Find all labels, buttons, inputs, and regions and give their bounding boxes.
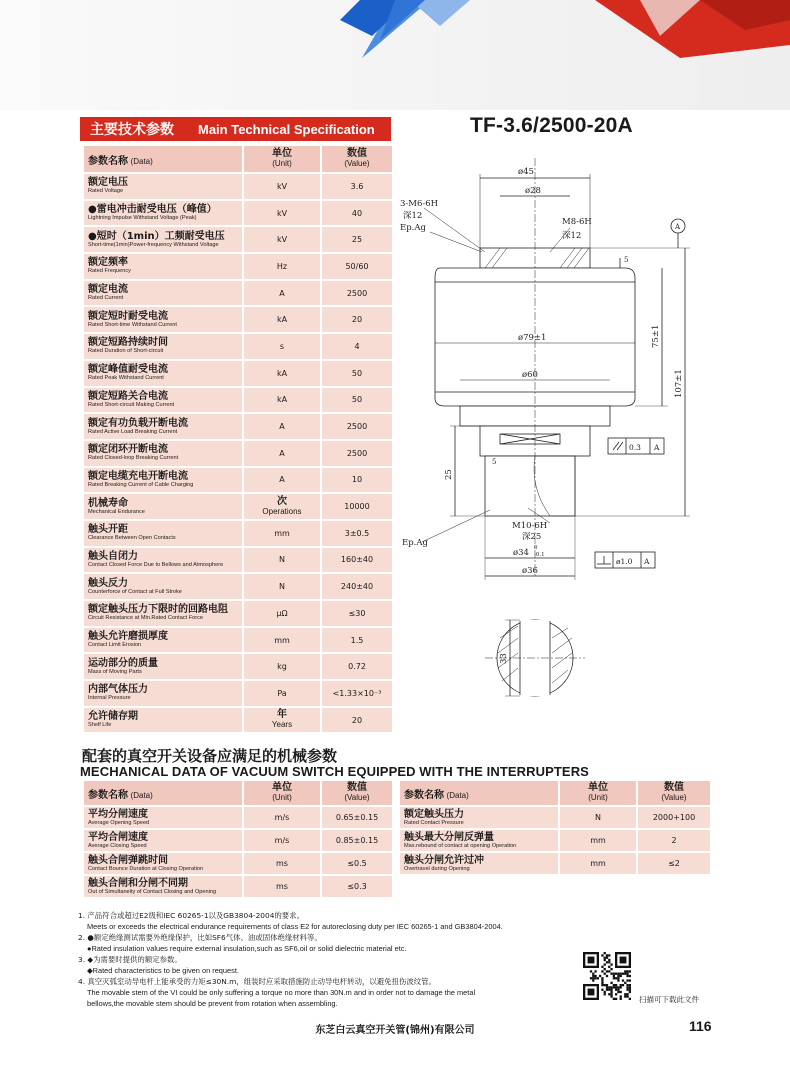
dim-5-mid: 5 bbox=[492, 458, 497, 466]
spec-value: 40 bbox=[351, 208, 363, 218]
spec-row bbox=[84, 254, 392, 279]
dim-75: 75±1 bbox=[651, 324, 661, 348]
dim-ep-ag-top: Ep.Ag bbox=[400, 223, 426, 233]
header-unit-cn: 单位 bbox=[272, 148, 292, 159]
spec-param-en: Rated Closed-loop Breaking Current bbox=[88, 455, 179, 462]
qr-code bbox=[583, 952, 631, 1000]
mech-table-left bbox=[84, 779, 392, 899]
spec-param-en: Lightning Impulse Withstand Voltage (Peak) bbox=[88, 215, 197, 222]
mech-left-header-value-cn: 数值 bbox=[347, 782, 367, 793]
parallel-tolerance: 0.3 bbox=[629, 443, 641, 452]
mech-right-header-unit-en: (Unit) bbox=[588, 793, 608, 802]
mech-param-en: Overtravel during Opening bbox=[404, 865, 470, 872]
footnote-line: 3. ◆为需要时提供的额定参数。 bbox=[78, 955, 182, 964]
spec-unit: N bbox=[279, 555, 285, 565]
mech-unit: ms bbox=[276, 859, 288, 868]
spec-unit: kA bbox=[276, 395, 288, 405]
mech-left-header-name-cn: 参数名称 bbox=[88, 789, 128, 801]
dim-d60: ø60 bbox=[522, 370, 538, 380]
mech-value: ≤2 bbox=[668, 859, 680, 868]
spec-row bbox=[84, 334, 392, 359]
mech-param-en: Average Closing Speed bbox=[88, 842, 147, 849]
spec-unit: kV bbox=[276, 181, 288, 191]
spec-param-en: Rated Breaking Current of Cable Charging bbox=[88, 481, 194, 488]
mech-param-en: Average Opening Speed bbox=[88, 819, 150, 826]
spec-value: 2500 bbox=[346, 422, 368, 432]
spec-value: <1.33×10⁻³ bbox=[332, 688, 382, 698]
spec-param-cn: 运动部分的质量 bbox=[88, 657, 158, 669]
footnote-line: The movable stem of the VI could be only suffering a torque no more than 30N.m and in order not to damage the metal bbox=[87, 988, 476, 997]
mech-value: ≤0.3 bbox=[347, 882, 367, 891]
spec-row bbox=[84, 174, 392, 199]
interrupter-drawing bbox=[400, 148, 710, 718]
footnote-line: bellows,the movable stem should be prevent from rotation when assembling. bbox=[87, 999, 338, 1008]
spec-unit: A bbox=[279, 448, 285, 458]
footnotes bbox=[78, 910, 598, 1009]
mech-param-cn: 平均合闸速度 bbox=[88, 831, 148, 843]
parallel-datum: A bbox=[654, 443, 660, 452]
mech-value: 0.85±0.15 bbox=[335, 836, 379, 845]
spec-unit: A bbox=[279, 422, 285, 432]
header-value-cn: 数值 bbox=[347, 148, 367, 159]
model-number: TF-3.6/2500-20A bbox=[470, 114, 633, 137]
mech-unit: mm bbox=[590, 836, 606, 845]
dim-25: 25 bbox=[444, 469, 454, 480]
mech-row bbox=[84, 807, 392, 828]
spec-param-en: Rated Short-circuit Making Current bbox=[88, 401, 175, 408]
spec-title-cn: 主要技术参数 bbox=[90, 122, 174, 138]
spec-param-en: Mass of Moving Parts bbox=[88, 668, 142, 675]
spec-param-cn: 触头开距 bbox=[88, 524, 128, 536]
datum-a-label: A bbox=[675, 223, 681, 231]
mech-right-header-value-en: (Value) bbox=[661, 793, 687, 802]
spec-unit: kV bbox=[276, 208, 288, 218]
spec-param-en: Shelf Life bbox=[88, 722, 112, 729]
spec-unit-en: Operations bbox=[262, 506, 302, 516]
spec-param-cn: 额定电缆充电开断电流 bbox=[88, 470, 188, 482]
spec-unit: mm bbox=[274, 528, 290, 538]
spec-param-cn: 额定峰值耐受电流 bbox=[88, 364, 168, 376]
mech-unit: ms bbox=[276, 882, 288, 891]
mech-left-header-unit-en: (Unit) bbox=[272, 793, 292, 802]
footnote-line: Meets or exceeds the electrical endurance requirements of class E2 for autoreclosing duty per IEC 60265-1 and GB3804-2004. bbox=[87, 922, 503, 931]
mech-row bbox=[400, 853, 710, 874]
spec-param-cn: 额定电压 bbox=[88, 177, 128, 189]
spec-value: 4 bbox=[354, 341, 360, 351]
spec-param-en: Rated Duration of Short-circuit bbox=[88, 348, 164, 355]
spec-title-en: Main Technical Specification bbox=[198, 121, 375, 137]
spec-row bbox=[84, 361, 392, 386]
spec-param-cn: ●短时（1min）工频耐受电压 bbox=[88, 230, 225, 242]
dim-thread-bottom: M10-6H bbox=[512, 521, 548, 531]
spec-param-en: Mechanical Endurance bbox=[88, 508, 145, 515]
spec-row bbox=[84, 281, 392, 306]
spec-param-en: Rated Active Load Breaking Current bbox=[88, 428, 178, 435]
perp-datum: A bbox=[644, 557, 650, 566]
dim-d36: ø36 bbox=[522, 566, 538, 576]
mech-left-header-name-en: (Data) bbox=[130, 790, 153, 800]
mech-param-cn: 触头合闸弹跳时间 bbox=[88, 854, 168, 866]
spec-value: 50 bbox=[351, 368, 363, 378]
mech-value: 2 bbox=[671, 836, 677, 845]
mech-row bbox=[400, 830, 710, 851]
spec-row bbox=[84, 574, 392, 599]
spec-row bbox=[84, 628, 392, 653]
mech-row bbox=[400, 807, 710, 828]
spec-param-en: Rated Voltage bbox=[88, 188, 124, 195]
spec-param-en: Counterforce of Contact at Full Stroke bbox=[88, 588, 182, 595]
spec-value: 240±40 bbox=[340, 582, 374, 592]
footnote-line: ●Rated insulation values require external insulation,such as SF6,oil or solid dielectric material etc. bbox=[87, 944, 407, 953]
spec-unit: kA bbox=[276, 315, 288, 325]
spec-value: 10000 bbox=[344, 502, 370, 512]
mech-unit: N bbox=[595, 813, 601, 822]
footnote-line: 1. 产品符合或超过E2级和IEC 60265-1以及GB3804-2004的要求。 bbox=[78, 911, 304, 920]
spec-param-cn: 额定有功负载开断电流 bbox=[88, 417, 188, 429]
spec-param-cn: 额定短时耐受电流 bbox=[88, 310, 168, 322]
spec-unit: A bbox=[279, 475, 285, 485]
footnote-line: ◆Rated characteristics to be given on request. bbox=[87, 966, 239, 975]
dim-d79: ø79±1 bbox=[518, 333, 547, 343]
spec-value: 10 bbox=[351, 475, 363, 485]
spec-value: 3.6 bbox=[350, 181, 364, 191]
spec-param-en: Contact Limit Erosion bbox=[88, 642, 142, 649]
page-number: 116 bbox=[689, 1018, 712, 1034]
spec-value: 20 bbox=[351, 715, 363, 725]
spec-param-cn: 额定短路持续时间 bbox=[88, 337, 168, 349]
mech-unit: m/s bbox=[274, 836, 290, 845]
spec-param-cn: 机械寿命 bbox=[88, 497, 128, 509]
mech-right-header bbox=[400, 781, 710, 805]
spec-value: 0.72 bbox=[348, 662, 366, 672]
dim-d34: ø34 bbox=[513, 548, 529, 558]
mech-param-en: Max.rebound of contact at opening Operation bbox=[404, 842, 517, 849]
mech-left-header-unit-cn: 单位 bbox=[272, 782, 292, 793]
spec-param-en: Contact Closed Force Due to Bellows and Atmosphere bbox=[88, 561, 224, 568]
header-banner bbox=[0, 0, 790, 110]
mech-row bbox=[84, 876, 392, 897]
dim-107: 107±1 bbox=[674, 369, 684, 398]
spec-param-en: Circuit Resistance at Min.Rated Contact Force bbox=[88, 615, 204, 622]
spec-unit: kV bbox=[276, 235, 288, 245]
mech-param-cn: 额定触头压力 bbox=[404, 808, 464, 820]
perp-tolerance: ø1.0 bbox=[616, 557, 633, 566]
spec-param-cn: 额定频率 bbox=[88, 257, 128, 269]
spec-param-cn: 额定电流 bbox=[88, 284, 128, 296]
spec-row bbox=[84, 708, 392, 733]
dim-ep-ag-bottom: Ep.Ag bbox=[402, 538, 428, 548]
spec-row bbox=[84, 227, 392, 252]
spec-param-en: Clearance Between Open Contacts bbox=[88, 535, 176, 542]
spec-row bbox=[84, 201, 392, 226]
mech-param-en: Out of Simultaneity of Contact Closing and Opening bbox=[88, 888, 217, 895]
spec-row bbox=[84, 307, 392, 332]
company-name: 东芝白云真空开关管(锦州)有限公司 bbox=[315, 1025, 475, 1036]
mech-right-header-name-en: (Data) bbox=[446, 790, 469, 800]
spec-param-cn: 触头自闭力 bbox=[88, 550, 138, 562]
spec-unit: mm bbox=[274, 635, 290, 645]
mech-row bbox=[84, 830, 392, 851]
dim-thread-top-left: 3-M6-6H bbox=[400, 199, 439, 209]
spec-value: 2500 bbox=[346, 448, 368, 458]
mech-right-header-unit-cn: 单位 bbox=[588, 782, 608, 793]
spec-value: ≤30 bbox=[348, 608, 366, 618]
footnote-line: 2. ●额定绝缘测试需要外绝缘保护，比如SF6气体、油或固体绝缘材料等。 bbox=[78, 933, 322, 942]
spec-param-en: Short-time(1min)Power-frequency Withstand Voltage bbox=[88, 241, 219, 248]
spec-unit-en: Years bbox=[271, 720, 293, 730]
spec-value: 160±40 bbox=[340, 555, 374, 565]
spec-param-cn: ●雷电冲击耐受电压（峰值） bbox=[88, 204, 217, 216]
spec-row bbox=[84, 601, 392, 626]
spec-value: 20 bbox=[351, 315, 363, 325]
spec-row bbox=[84, 414, 392, 439]
mech-title-en: MECHANICAL DATA OF VACUUM SWITCH EQUIPPED WITH THE INTERRUPTERS bbox=[80, 764, 589, 779]
spec-row bbox=[84, 521, 392, 546]
spec-value: 3±0.5 bbox=[344, 528, 370, 538]
mech-table-right bbox=[400, 779, 710, 876]
footnote-line: 4. 真空灭弧室动导电杆上能承受的力矩≤30N.m，组装时应采取措施防止动导电杆转动，以避免扭伤波纹管。 bbox=[78, 977, 436, 986]
spec-param-en: Rated Peak Withstand Current bbox=[88, 375, 164, 382]
mech-row bbox=[84, 853, 392, 874]
mech-value: 2000+100 bbox=[652, 813, 696, 822]
mech-right-header-name-cn: 参数名称 bbox=[404, 789, 444, 801]
mech-param-en: Contact Bounce Duration at Closing Operation bbox=[88, 865, 204, 872]
spec-value: 2500 bbox=[346, 288, 368, 298]
spec-row bbox=[84, 548, 392, 573]
spec-param-cn: 内部气体压力 bbox=[88, 684, 148, 696]
spec-row bbox=[84, 681, 392, 706]
spec-unit: kg bbox=[277, 662, 287, 672]
mech-value: 0.65±0.15 bbox=[335, 813, 379, 822]
spec-param-en: Rated Frequency bbox=[88, 268, 131, 275]
mech-value: ≤0.5 bbox=[347, 859, 367, 868]
dim-d28: ø28 bbox=[525, 186, 541, 196]
spec-value: 1.5 bbox=[350, 635, 364, 645]
spec-param-cn: 额定闭环开断电流 bbox=[88, 444, 168, 456]
spec-unit: N bbox=[279, 582, 285, 592]
spec-param-en: Rated Short-time Withstand Current bbox=[88, 321, 177, 328]
mech-title-cn: 配套的真空开关设备应满足的机械参数 bbox=[82, 747, 338, 765]
spec-row bbox=[84, 494, 392, 519]
dim-depth-right: 深12 bbox=[562, 231, 582, 241]
mech-unit: m/s bbox=[274, 813, 290, 822]
spec-unit: kA bbox=[276, 368, 288, 378]
spec-value: 50 bbox=[351, 395, 363, 405]
spec-param-cn: 触头反力 bbox=[88, 577, 128, 589]
mech-param-cn: 触头最大分闸反弹量 bbox=[404, 831, 494, 843]
spec-param-en: Rated Current bbox=[88, 295, 124, 302]
spec-param-en: Internal Pressure bbox=[88, 695, 131, 702]
qr-label: 扫描可下载此文件 bbox=[639, 995, 699, 1004]
header-name-cn: 参数名称 bbox=[88, 155, 128, 167]
spec-param-cn: 额定短路关合电流 bbox=[88, 390, 168, 402]
mech-param-cn: 触头合闸和分闸不同期 bbox=[88, 877, 188, 889]
spec-param-cn: 额定触头压力下限时的回路电阻 bbox=[88, 604, 228, 616]
spec-title-bar bbox=[80, 117, 391, 141]
spec-row bbox=[84, 441, 392, 466]
spec-unit: Hz bbox=[276, 261, 288, 271]
dim-d34-tol-lower: -0.1 bbox=[534, 552, 545, 558]
spec-table bbox=[84, 144, 392, 734]
mech-param-cn: 平均分闸速度 bbox=[88, 808, 148, 820]
spec-row bbox=[84, 388, 392, 413]
mech-unit: mm bbox=[590, 859, 606, 868]
dim-depth-left: 深12 bbox=[403, 211, 423, 221]
mech-left-header-value-en: (Value) bbox=[344, 793, 370, 802]
spec-value: 50/60 bbox=[345, 261, 369, 271]
mech-left-header bbox=[84, 781, 392, 805]
spec-row bbox=[84, 654, 392, 679]
dim-5-top: 5 bbox=[624, 256, 629, 264]
dim-depth-bottom: 深25 bbox=[522, 532, 542, 542]
spec-unit: s bbox=[279, 341, 285, 351]
spec-unit: μΩ bbox=[276, 608, 288, 618]
header-name-en: (Data) bbox=[130, 156, 153, 166]
mech-right-header-value-cn: 数值 bbox=[664, 782, 684, 793]
spec-value: 25 bbox=[351, 235, 363, 245]
spec-param-cn: 允许储存期 bbox=[88, 711, 138, 723]
mech-param-cn: 触头分闸允许过冲 bbox=[404, 854, 484, 866]
mech-param-en: Rated Contact Pressure bbox=[404, 819, 464, 826]
spec-unit: Pa bbox=[277, 688, 287, 698]
spec-unit: 年 bbox=[277, 709, 287, 721]
spec-unit: A bbox=[279, 288, 285, 298]
dim-d34-tol-upper: 0 bbox=[534, 545, 538, 551]
dim-d45: ø45 bbox=[518, 167, 534, 177]
dim-thread-top-right: M8-6H bbox=[562, 217, 592, 227]
spec-unit: 次 bbox=[277, 495, 287, 507]
spec-table-header bbox=[84, 146, 392, 172]
spec-row bbox=[84, 468, 392, 493]
header-value-en: (Value) bbox=[344, 159, 370, 168]
spec-param-cn: 触头允许磨损厚度 bbox=[88, 631, 168, 643]
header-unit-en: (Unit) bbox=[272, 159, 292, 168]
dim-33: 33 bbox=[499, 653, 509, 664]
